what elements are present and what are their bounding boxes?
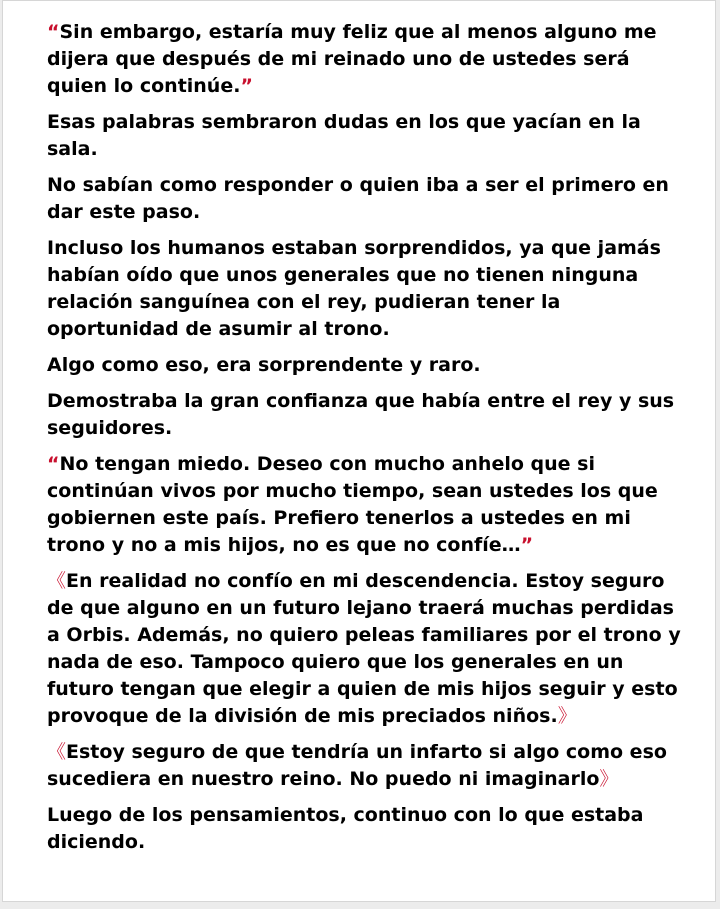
- paragraph-text: Estoy seguro de que tendría un infarto si algo como eso sucediera en nuestro reino. No puedo ni imaginarlo: [47, 741, 667, 790]
- paragraph-text: En realidad no confío en mi descendencia. Estoy seguro de que alguno en un futuro lejano traerá muchas perdidas a Orbis. Además, no quiero peleas familiares por el trono y nada de eso. Tampoco quiero que los generales en un futuro tengan que elegir a quien de mis hijos seguir y esto provoque de la división de mis preciados niños.: [47, 570, 681, 727]
- close-thought-mark: 》: [599, 768, 619, 790]
- document-body: [47, 19, 687, 865]
- paragraph-1: [47, 19, 687, 100]
- document-page: [2, 0, 716, 902]
- paragraph-text: Algo como eso, era sorprendente y raro.: [47, 354, 481, 376]
- paragraph-5: [47, 352, 687, 379]
- close-quote-mark: ”: [240, 75, 253, 97]
- paragraph-text: No tengan miedo. Deseo con mucho anhelo que si continúan vivos por mucho tiempo, sean ustedes los que gobiernen este país. Prefiero tenerlos a ustedes en mi trono y no a mis hijos, no es que no confíe…: [47, 453, 658, 556]
- paragraph-text: Luego de los pensamientos, continuo con lo que estaba diciendo.: [47, 804, 644, 853]
- paragraph-6: [47, 388, 687, 442]
- open-thought-mark: 《: [47, 570, 67, 592]
- paragraph-text: Esas palabras sembraron dudas en los que yacían en la sala.: [47, 111, 641, 160]
- paragraph-2: [47, 109, 687, 163]
- paragraph-text: Sin embargo, estaría muy feliz que al menos alguno me dijera que después de mi reinado uno de ustedes será quien lo continúe.: [47, 21, 657, 97]
- paragraph-10: [47, 802, 687, 856]
- close-quote-mark: ”: [520, 534, 534, 556]
- paragraph-7: [47, 451, 687, 559]
- paragraph-text: No sabían como responder o quien iba a ser el primero en dar este paso.: [47, 174, 669, 223]
- paragraph-4: [47, 235, 687, 343]
- open-quote-mark: “: [47, 21, 60, 43]
- paragraph-8: [47, 568, 687, 730]
- paragraph-text: Demostraba la gran confianza que había entre el rey y sus seguidores.: [47, 390, 675, 439]
- open-quote-mark: “: [47, 453, 60, 475]
- close-thought-mark: 》: [557, 705, 577, 727]
- paragraph-3: [47, 172, 687, 226]
- open-thought-mark: 《: [47, 741, 67, 763]
- paragraph-text: Incluso los humanos estaban sorprendidos, ya que jamás habían oído que unos generales que no tienen ninguna relación sanguínea con el rey, pudieran tener la oportunidad de asumir al trono.: [47, 237, 661, 340]
- paragraph-9: [47, 739, 687, 793]
